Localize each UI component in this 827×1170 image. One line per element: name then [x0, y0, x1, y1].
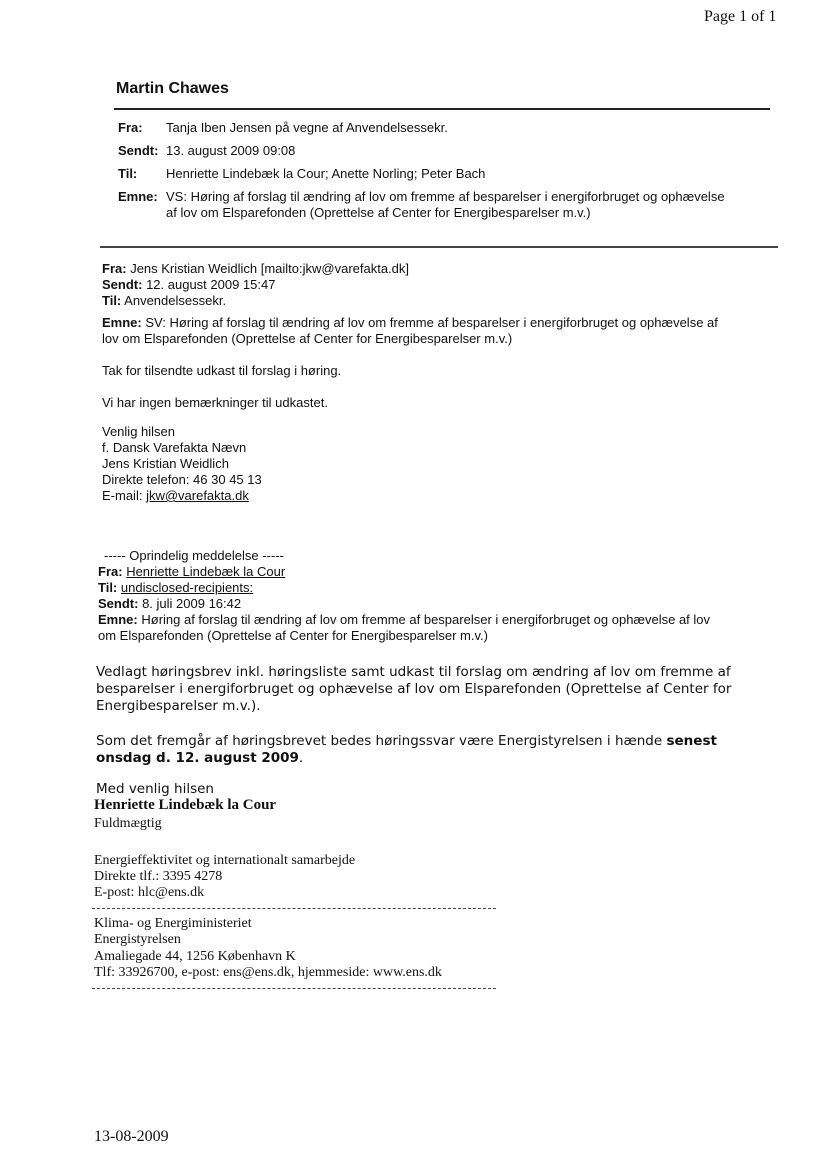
reply-sig-4: Direkte telefon: 46 30 45 13: [102, 472, 262, 487]
header-rule: [114, 108, 770, 110]
reply-emne-line1: SV: Høring af forslag til ændring af lov om fremme af besparelser i energiforbruget og ophævelse af: [145, 315, 718, 330]
reply-fra-label: Fra:: [102, 261, 127, 276]
orig-emne-row: [98, 612, 710, 628]
orig-dept: Energieffektivitet og internationalt samarbejde: [94, 853, 356, 868]
orig-para1-line1: Vedlagt høringsbrev inkl. høringsliste samt udkast til forslag om ændring af lov om fremme af: [96, 664, 731, 680]
orig-signer-title: Fuldmægtig: [94, 816, 162, 831]
top-emne-row: [118, 189, 725, 205]
para2-text: Som det fremgår af høringsbrevet bedes høringssvar være Energistyrelsen i hænde: [96, 733, 667, 749]
orig-til-link[interactable]: undisclosed-recipients:: [120, 580, 254, 595]
orig-emne-label: Emne:: [98, 612, 138, 627]
til-label: Til:: [118, 166, 138, 181]
reply-sig-5: [102, 488, 249, 504]
orig-til-label: Til:: [98, 580, 118, 595]
footer-date: 13-08-2009: [94, 1128, 169, 1145]
top-emne-line2: af lov om Elsparefonden (Oprettelse af Center for Energibesparelser m.v.): [166, 205, 591, 220]
reply-sig-1: Venlig hilsen: [102, 424, 175, 439]
emne-label: Emne:: [118, 189, 158, 204]
reply-body-1: Tak for tilsendte udkast til forslag i høring.: [102, 363, 342, 378]
reply-rule: [100, 246, 778, 248]
para2-end: .: [298, 750, 304, 766]
reply-body-2: Vi har ingen bemærkninger til udkastet.: [102, 395, 328, 410]
signature-divider-top: [92, 908, 496, 909]
orig-phone: Direkte tlf.: 3395 4278: [94, 869, 223, 884]
orig-org2: Energistyrelsen: [94, 932, 181, 947]
fra-label: Fra:: [118, 120, 143, 135]
orig-emne-line2: om Elsparefonden (Oprettelse af Center for Energibesparelser m.v.): [98, 628, 488, 643]
orig-fra-label: Fra:: [98, 564, 123, 579]
orig-org1: Klima- og Energiministeriet: [94, 916, 252, 931]
orig-sendt-label: Sendt:: [98, 596, 139, 611]
reply-emne-line2: lov om Elsparefonden (Oprettelse af Center for Energibesparelser m.v.): [102, 331, 513, 346]
reply-til-label: Til:: [102, 293, 122, 308]
email-label: E-mail:: [102, 488, 147, 503]
signature-divider-bottom: [92, 988, 496, 989]
reply-fra-value: Jens Kristian Weidlich [mailto:jkw@varefakta.dk]: [130, 261, 410, 276]
top-fra-row: [118, 120, 448, 136]
orig-address: Amaliegade 44, 1256 København K: [94, 949, 296, 964]
reply-sig-2: f. Dansk Varefakta Nævn: [102, 440, 247, 455]
orig-email: E-post: hlc@ens.dk: [94, 885, 205, 900]
top-til-row: [118, 166, 485, 182]
reply-emne-row: [102, 315, 718, 331]
orig-til-row: [98, 580, 253, 596]
til-value: Henriette Lindebæk la Cour; Anette Norling; Peter Bach: [166, 166, 486, 181]
orig-fra-row: [98, 564, 285, 580]
orig-sendt-value: 8. juli 2009 16:42: [142, 596, 242, 611]
para2-deadline: onsdag d. 12. august 2009: [96, 750, 299, 766]
reply-emne-label: Emne:: [102, 315, 142, 330]
sendt-value: 13. august 2009 09:08: [166, 143, 296, 158]
para2-deadline-prefix: senest: [666, 733, 717, 749]
orig-sendt-row: [98, 596, 241, 612]
orig-signer: Henriette Lindebæk la Cour: [94, 797, 277, 813]
reply-email-link[interactable]: jkw@varefakta.dk: [146, 488, 249, 503]
sendt-label: Sendt:: [118, 143, 159, 158]
reply-til-value: Anvendelsessekr.: [124, 293, 227, 308]
orig-para2-line2: [96, 750, 303, 766]
reply-til-row: [102, 293, 226, 309]
page-label: Page 1 of 1: [704, 8, 777, 25]
top-sendt-row: [118, 143, 295, 159]
owner-name: Martin Chawes: [116, 80, 229, 97]
original-separator: ----- Oprindelig meddelelse -----: [104, 548, 284, 563]
orig-para2-line1: [96, 733, 717, 749]
reply-fra-row: [102, 261, 409, 277]
orig-para1-line2: besparelser i energiforbruget og ophævelse af lov om Elsparefonden (Oprettelse af Center for: [96, 681, 732, 697]
orig-para1-line3: Energibesparelser m.v.).: [96, 698, 261, 714]
reply-sendt-row: [102, 277, 275, 293]
orig-fra-link[interactable]: Henriette Lindebæk la Cour: [126, 564, 286, 579]
reply-sig-3: Jens Kristian Weidlich: [102, 456, 229, 471]
reply-sendt-label: Sendt:: [102, 277, 143, 292]
reply-sendt-value: 12. august 2009 15:47: [146, 277, 276, 292]
fra-value: Tanja Iben Jensen på vegne af Anvendelsessekr.: [166, 120, 448, 135]
emne-value-line1: VS: Høring af forslag til ændring af lov om fremme af besparelser i energiforbruget og ophævelse: [166, 189, 725, 204]
orig-greeting: Med venlig hilsen: [96, 781, 214, 797]
orig-emne-line1: Høring af forslag til ændring af lov om fremme af besparelser i energiforbruget og ophævelse af lov: [141, 612, 711, 627]
orig-contact: Tlf: 33926700, e-post: ens@ens.dk, hjemmeside: www.ens.dk: [94, 965, 442, 980]
